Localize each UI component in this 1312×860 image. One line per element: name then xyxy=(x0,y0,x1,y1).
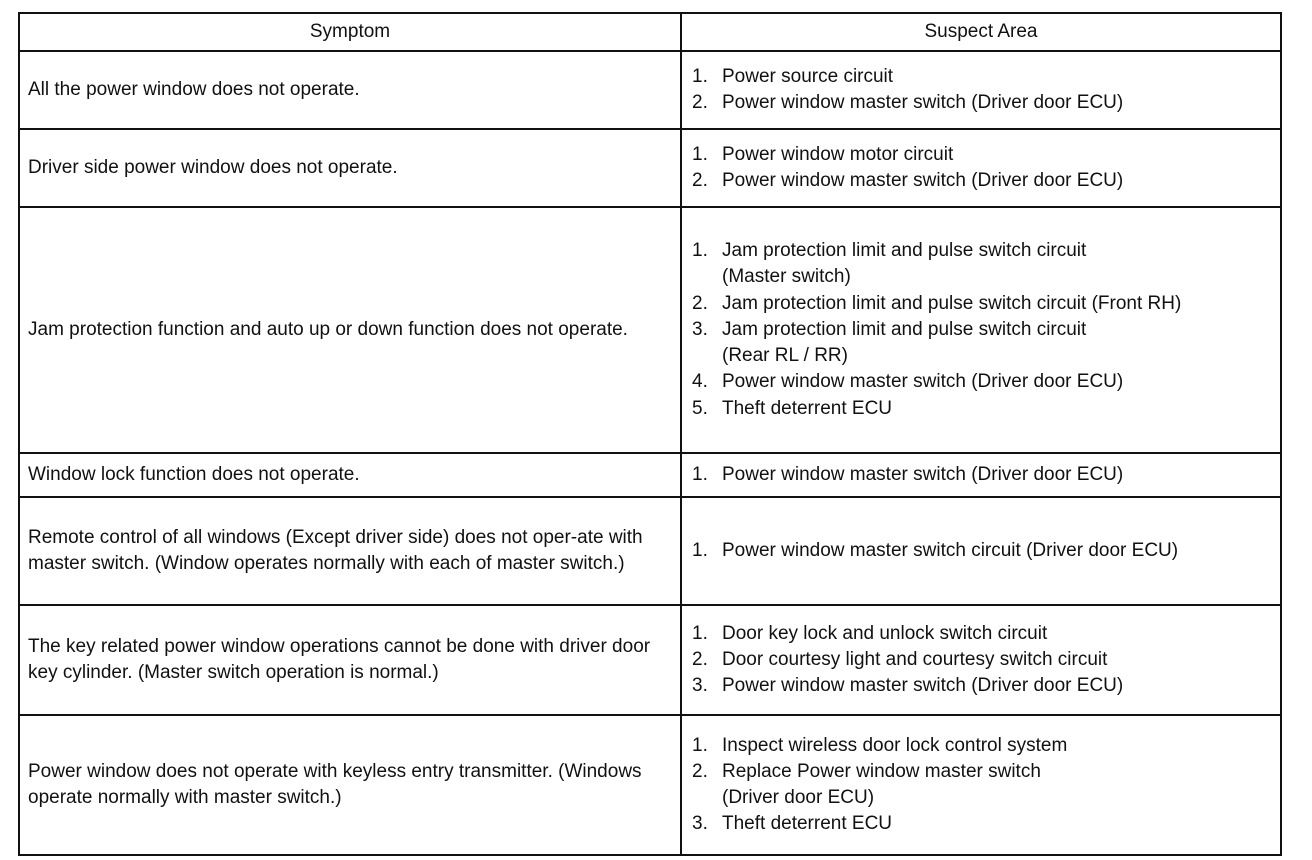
table-row xyxy=(19,453,1281,497)
item-number: 2. xyxy=(692,648,708,670)
item-number: 2. xyxy=(692,92,708,113)
suspect-list xyxy=(692,462,1272,488)
item-number: 1. xyxy=(692,622,708,644)
item-number: 1. xyxy=(692,734,708,756)
item-number: 3. xyxy=(692,675,708,697)
item-text: Power window motor circuit xyxy=(722,143,954,165)
symptom-cell: The key related power window operations cannot be done with driver door key cylinder. (Master switch operation is normal.) xyxy=(19,605,681,715)
symptom-cell: Window lock function does not operate. xyxy=(19,453,681,497)
suspect-item xyxy=(692,673,1272,699)
document-page xyxy=(18,12,1280,848)
item-text xyxy=(722,759,1272,811)
suspect-item xyxy=(692,238,1272,290)
suspect-item xyxy=(692,291,1272,317)
item-number: 2. xyxy=(692,760,708,782)
item-number: 3. xyxy=(692,813,708,835)
item-continuation: (Driver door ECU) xyxy=(722,787,875,808)
table-header-row xyxy=(19,13,1281,51)
symptom-cell: All the power window does not operate. xyxy=(19,51,681,129)
suspect-item xyxy=(692,811,1272,837)
suspect-area-cell xyxy=(681,605,1281,715)
item-number: 3. xyxy=(692,318,708,340)
suspect-item xyxy=(692,142,1272,168)
table-row xyxy=(19,129,1281,207)
item-number: 4. xyxy=(692,371,708,393)
suspect-area-cell xyxy=(681,453,1281,497)
suspect-list xyxy=(692,538,1272,564)
item-number: 1. xyxy=(692,240,708,262)
item-continuation: (Master switch) xyxy=(722,266,851,288)
item-text: Theft deterrent ECU xyxy=(722,813,893,835)
item-number: 5. xyxy=(692,397,708,419)
table-row xyxy=(19,51,1281,129)
item-number: 2. xyxy=(692,292,708,314)
item-text-line: Jam protection limit and pulse switch circuit xyxy=(722,240,1087,262)
suspect-list xyxy=(692,621,1272,700)
item-text: Power window master switch (Driver door ECU) xyxy=(722,463,1124,485)
suspect-area-column-header: Suspect Area xyxy=(681,13,1281,51)
suspect-item xyxy=(692,621,1272,647)
item-text xyxy=(722,238,1272,290)
suspect-list xyxy=(692,64,1272,116)
item-text: Power window master switch (Driver door ECU) xyxy=(722,170,1124,191)
suspect-area-cell xyxy=(681,207,1281,453)
suspect-list xyxy=(692,238,1272,422)
item-text: Jam protection limit and pulse switch circuit (Front RH) xyxy=(722,292,1182,314)
item-text: Power window master switch (Driver door ECU) xyxy=(722,675,1124,697)
item-text: Power source circuit xyxy=(722,65,894,87)
item-text: Inspect wireless door lock control system xyxy=(722,734,1068,756)
suspect-item xyxy=(692,647,1272,673)
suspect-item xyxy=(692,369,1272,395)
table-row xyxy=(19,605,1281,715)
item-text: Theft deterrent ECU xyxy=(722,397,893,419)
suspect-item xyxy=(692,396,1272,422)
suspect-list xyxy=(692,733,1272,838)
item-text: Door key lock and unlock switch circuit xyxy=(722,622,1048,644)
suspect-item xyxy=(692,317,1272,369)
item-number: 1. xyxy=(692,539,708,561)
suspect-area-cell xyxy=(681,715,1281,855)
suspect-item xyxy=(692,90,1272,116)
symptom-cell: Power window does not operate with keyless entry transmitter. (Windows operate normally with master switch.) xyxy=(19,715,681,855)
item-text-line: Replace Power window master switch xyxy=(722,760,1041,782)
suspect-item xyxy=(692,462,1272,488)
item-number: 1. xyxy=(692,65,708,87)
item-text-line: Jam protection limit and pulse switch circuit xyxy=(722,318,1087,340)
item-text xyxy=(722,317,1272,369)
item-text: Power window master switch (Driver door ECU) xyxy=(722,92,1124,113)
suspect-item xyxy=(692,64,1272,90)
item-text: Power window master switch (Driver door ECU) xyxy=(722,371,1124,393)
table-row xyxy=(19,715,1281,855)
symptom-column-header: Symptom xyxy=(19,13,681,51)
symptom-cell: Driver side power window does not operate. xyxy=(19,129,681,207)
symptom-cell: Jam protection function and auto up or down function does not operate. xyxy=(19,207,681,453)
item-number: 1. xyxy=(692,143,708,165)
item-number: 2. xyxy=(692,170,708,191)
table-row xyxy=(19,207,1281,453)
suspect-area-cell xyxy=(681,497,1281,605)
suspect-area-cell xyxy=(681,51,1281,129)
item-number: 1. xyxy=(692,463,708,485)
suspect-item xyxy=(692,168,1272,194)
symptom-cell: Remote control of all windows (Except driver side) does not oper-ate with master switch. (Window operates normally with each of master switch.) xyxy=(19,497,681,605)
table-row xyxy=(19,497,1281,605)
item-text: Power window master switch circuit (Driver door ECU) xyxy=(722,539,1179,561)
suspect-item xyxy=(692,733,1272,759)
item-continuation: (Rear RL / RR) xyxy=(722,345,848,367)
suspect-area-cell xyxy=(681,129,1281,207)
table-body xyxy=(19,51,1281,855)
suspect-item xyxy=(692,538,1272,564)
item-text: Door courtesy light and courtesy switch circuit xyxy=(722,648,1108,670)
troubleshooting-table xyxy=(18,12,1282,856)
suspect-list xyxy=(692,142,1272,194)
suspect-item xyxy=(692,759,1272,811)
